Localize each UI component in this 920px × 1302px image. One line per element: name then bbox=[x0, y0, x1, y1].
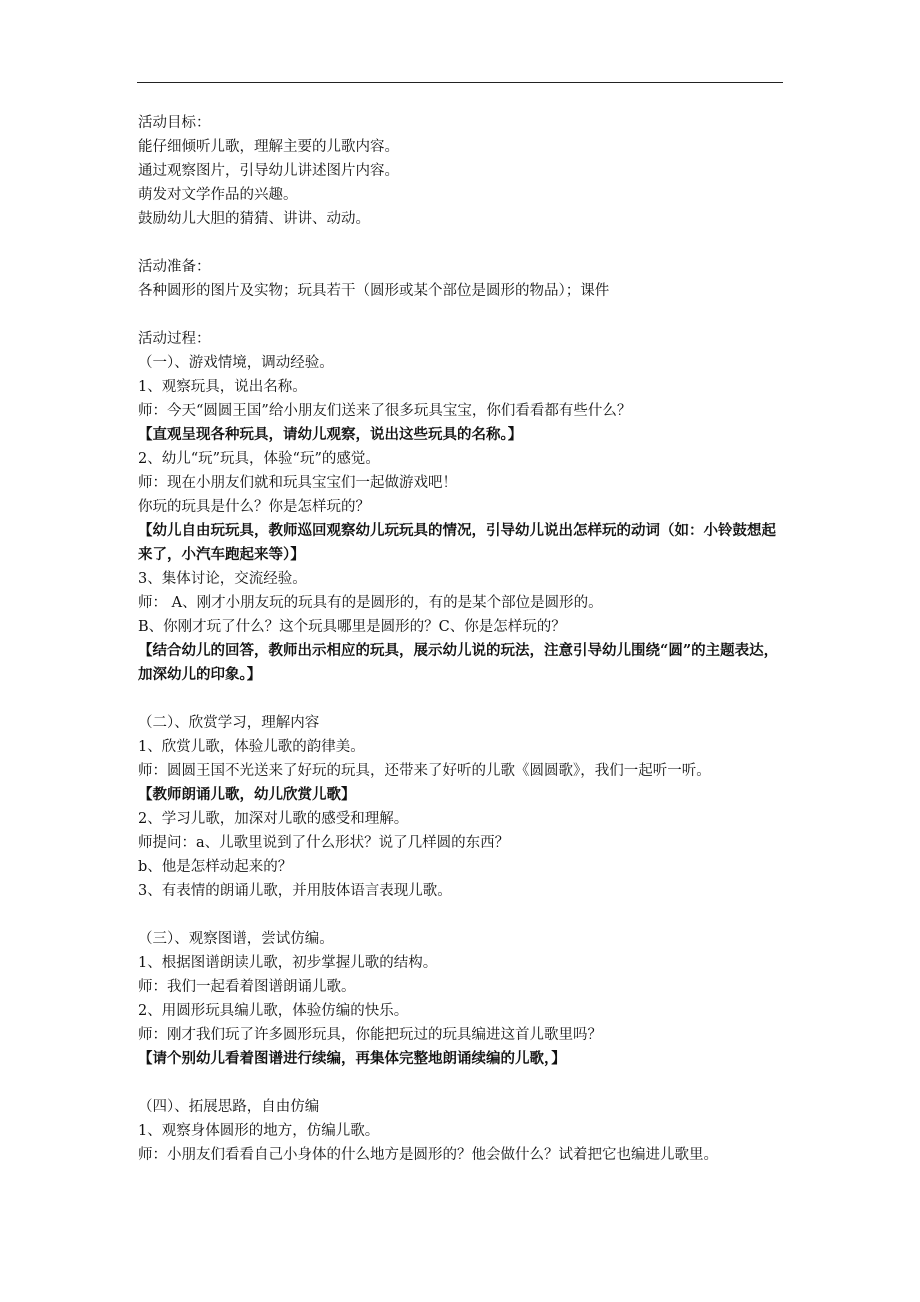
paragraph-gap bbox=[138, 303, 786, 327]
objectives-heading: 活动目标： bbox=[138, 115, 211, 131]
objective-line: 鼓励幼儿大胆的猜猜、讲讲、动动。 bbox=[138, 211, 370, 227]
step-line: 1、根据图谱朗读儿歌，初步掌握儿歌的结构。 bbox=[138, 955, 438, 971]
step-line: 3、集体讨论，交流经验。 bbox=[138, 571, 307, 587]
process-heading: 活动过程： bbox=[138, 331, 211, 347]
step-line: 1、观察玩具，说出名称。 bbox=[138, 379, 307, 395]
part1-heading: （一）、游戏情境，调动经验。 bbox=[138, 355, 334, 371]
objective-line: 萌发对文学作品的兴趣。 bbox=[138, 187, 298, 203]
preparation-line: 各种圆形的图片及实物；玩具若干（圆形或某个部位是圆形的物品）；课件 bbox=[138, 283, 610, 299]
document-body bbox=[138, 111, 786, 1167]
paragraph-gap bbox=[138, 1071, 786, 1095]
step-line: 3、有表情的朗诵儿歌，并用肢体语言表现儿歌。 bbox=[138, 883, 452, 899]
teacher-line: 师：现在小朋友们就和玩具宝宝们一起做游戏吧！ bbox=[138, 475, 457, 491]
part2-heading: （二）、欣赏学习，理解内容 bbox=[138, 715, 320, 731]
paragraph-gap bbox=[138, 903, 786, 927]
preparation-heading: 活动准备： bbox=[138, 259, 211, 275]
bracket-note: 【请个别幼儿看着图谱进行续编，再集体完整地朗诵续编的儿歌，】 bbox=[138, 1050, 566, 1067]
header-rule bbox=[137, 82, 783, 83]
step-line: 1、欣赏儿歌，体验儿歌的韵律美。 bbox=[138, 739, 365, 755]
paragraph-gap bbox=[138, 231, 786, 255]
step-line: 1、观察身体圆形的地方，仿编儿歌。 bbox=[138, 1123, 380, 1139]
paragraph-gap bbox=[138, 687, 786, 711]
question-line: B、你刚才玩了什么？这个玩具哪里是圆形的？C、你是怎样玩的？ bbox=[138, 619, 566, 635]
question-line: b、他是怎样动起来的？ bbox=[138, 859, 293, 875]
teacher-line: 师：小朋友们看看自己小身体的什么地方是圆形的？他会做什么？试着把它也编进儿歌里。 bbox=[138, 1147, 718, 1163]
bracket-note: 【幼儿自由玩玩具，教师巡回观察幼儿玩玩具的情况，引导幼儿说出怎样玩的动词（如：小铃鼓想起来了，小汽车跑起来等）】 bbox=[138, 522, 776, 563]
step-line: 2、用圆形玩具编儿歌，体验仿编的快乐。 bbox=[138, 1003, 409, 1019]
step-line: 2、幼儿“玩”玩具，体验“玩”的感觉。 bbox=[138, 451, 380, 467]
teacher-line: 师： A、刚才小朋友玩的玩具有的是圆形的，有的是某个部位是圆形的。 bbox=[138, 595, 603, 611]
step-line: 2、学习儿歌，加深对儿歌的感受和理解。 bbox=[138, 811, 409, 827]
objective-line: 能仔细倾听儿歌，理解主要的儿歌内容。 bbox=[138, 139, 399, 155]
teacher-line: 师：今天“圆圆王国”给小朋友们送来了很多玩具宝宝，你们看看都有些什么？ bbox=[138, 403, 632, 419]
bracket-note: 【结合幼儿的回答，教师出示相应的玩具，展示幼儿说的玩法，注意引导幼儿围绕“圆”的主题表达，加深幼儿的印象。】 bbox=[138, 642, 779, 683]
bracket-note: 【教师朗诵儿歌，幼儿欣赏儿歌】 bbox=[138, 786, 356, 803]
teacher-line: 师提问：a、儿歌里说到了什么形状？说了几样圆的东西？ bbox=[138, 835, 510, 851]
teacher-line: 师：我们一起看着图谱朗诵儿歌。 bbox=[138, 979, 356, 995]
teacher-line: 师：刚才我们玩了许多圆形玩具，你能把玩过的玩具编进这首儿歌里吗？ bbox=[138, 1027, 602, 1043]
bracket-note: 【直观呈现各种玩具，请幼儿观察，说出这些玩具的名称。】 bbox=[138, 426, 523, 443]
teacher-line: 师：圆圆王国不光送来了好玩的玩具，还带来了好听的儿歌《圆圆歌》，我们一起听一听。 bbox=[138, 763, 711, 779]
part3-heading: （三）、观察图谱，尝试仿编。 bbox=[138, 931, 334, 947]
question-line: 你玩的玩具是什么？你是怎样玩的？ bbox=[138, 499, 370, 515]
part4-heading: （四）、拓展思路，自由仿编 bbox=[138, 1099, 320, 1115]
objective-line: 通过观察图片，引导幼儿讲述图片内容。 bbox=[138, 163, 399, 179]
